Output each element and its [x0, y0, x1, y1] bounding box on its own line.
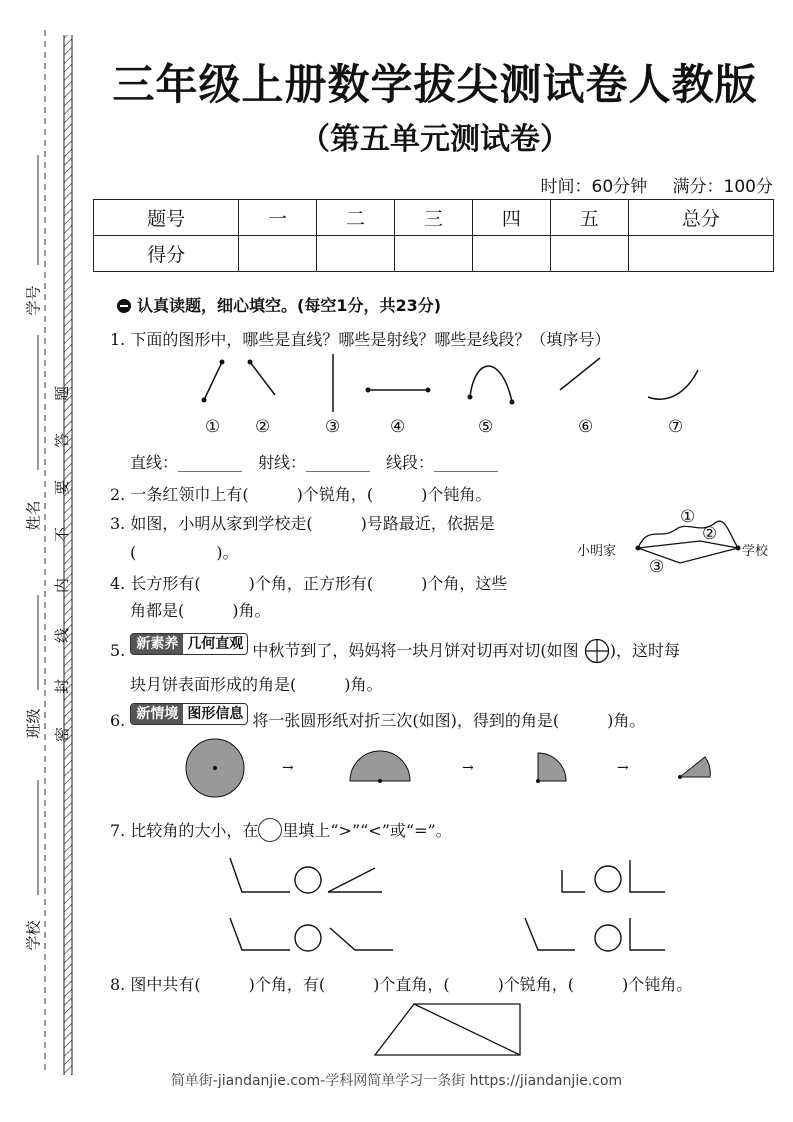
tag-secondary: 几何直观: [187, 636, 244, 652]
figure-7: [648, 370, 698, 399]
score-header-cell: 四: [472, 200, 550, 236]
score-table: [93, 199, 774, 272]
question-5-text-a: 中秋节到了，妈妈将一块月饼对切再对切(如图: [252, 641, 579, 660]
question-7-text-b: 里填上“>”“<”或“=”。: [282, 821, 452, 840]
eighth-circle-figure: [678, 757, 710, 779]
question-1-figures: [190, 350, 710, 418]
section-heading: [117, 293, 441, 316]
home-label: 小明家: [577, 544, 617, 559]
score-cell[interactable]: [239, 236, 317, 272]
question-4-text: 4. 长方形有( )个角，正方形有( )个角，这些: [110, 574, 508, 593]
angle-comparison-figures: [220, 850, 680, 960]
figure-label: ③: [325, 417, 341, 437]
question-3-text: 3. 如图，小明从家到学校走( )号路最近，依据是: [110, 514, 495, 533]
compare-circle: [595, 925, 621, 951]
full-circle-figure: [186, 739, 244, 797]
exam-info: [521, 172, 774, 197]
figure-label: ⑤: [478, 417, 494, 437]
question-2-text: 2. 一条红领巾上有( )个锐角，( )个钝角。: [110, 485, 492, 504]
question-7-text-a: 7. 比较角的大小，在: [110, 821, 259, 840]
question-1-answer-line[interactable]: 直线：________ 射线：________ 线段：________: [130, 453, 499, 472]
question-6-text: [110, 703, 645, 731]
page-subtitle: （第五单元测试卷）: [300, 122, 570, 157]
score-header-cell: 题号: [94, 200, 239, 236]
figure-2: [248, 360, 276, 396]
figure-1: [202, 360, 225, 403]
route-label-3: ③: [649, 557, 665, 577]
question-5-text-b: )，这时每: [609, 641, 680, 660]
question-3-text-line2: ( )。: [130, 543, 239, 562]
section-number-icon: [117, 299, 131, 313]
score-table-score-row: [94, 236, 774, 272]
figure-label: ①: [205, 417, 221, 437]
mooncake-icon: [584, 638, 610, 664]
score-header-cell: 五: [550, 200, 628, 236]
folding-figures: [180, 738, 720, 800]
seal-char: 线: [53, 627, 72, 644]
score-header-cell: 一: [239, 200, 317, 236]
question-number: 6.: [110, 711, 126, 730]
question-8-figure: [370, 1000, 525, 1060]
score-header-cell: 二: [317, 200, 395, 236]
tag-primary: 新素养: [131, 634, 183, 654]
angle-pair-4: [525, 918, 665, 951]
angle-pair-2: [562, 860, 665, 892]
compare-circle: [295, 867, 321, 893]
tag-secondary: 图形信息: [187, 706, 244, 722]
seal-char: 内: [53, 577, 72, 594]
compare-circle: [595, 866, 621, 892]
question-1-text: 1. 下面的图形中，哪些是直线？哪些是射线？哪些是线段？（填序号）: [110, 330, 611, 349]
school-label: 学校: [742, 544, 769, 559]
score-cell[interactable]: [628, 236, 773, 272]
question-5-text-line2: 块月饼表面形成的角是( )角。: [130, 675, 383, 694]
seal-char: 封: [53, 678, 72, 695]
sidebar-field-class: 班级: [24, 708, 43, 739]
score-header-cell: 三: [395, 200, 473, 236]
route-label-2: ②: [702, 524, 718, 544]
figure-label: ④: [390, 417, 406, 437]
question-7-text: [110, 818, 452, 842]
score-header-cell: 总分: [628, 200, 773, 236]
seal-char: 答: [53, 432, 72, 449]
tag-badge: [130, 703, 248, 725]
score-cell[interactable]: [550, 236, 628, 272]
tag-primary: 新情境: [131, 704, 183, 724]
compare-circle: [295, 925, 321, 951]
tag-badge: [130, 633, 248, 655]
hatched-strip: [64, 35, 72, 1075]
answer-circle-icon: [258, 818, 282, 842]
arrow-icon: →: [617, 760, 629, 776]
seal-char: 题: [53, 385, 72, 402]
sidebar-field-name: 姓名: [24, 500, 43, 531]
score-cell[interactable]: [472, 236, 550, 272]
sidebar-field-school: 学校: [24, 920, 43, 951]
figure-label: ⑥: [578, 417, 594, 437]
question-5-text: [110, 633, 680, 664]
figure-label: ⑦: [668, 417, 684, 437]
question-8-text: 8. 图中共有( )个角，有( )个直角，( )个锐角，( )个钝角。: [110, 975, 693, 994]
seal-char: 要: [53, 479, 72, 496]
score-table-header-row: [94, 200, 774, 236]
section-heading-text: 认真读题，细心填空。(每空1分，共23分): [137, 296, 442, 315]
score-row-label: 得分: [94, 236, 239, 272]
score-cell[interactable]: [317, 236, 395, 272]
page-title: 三年级上册数学拔尖测试卷人教版: [112, 60, 758, 109]
footer-watermark: 简单街-jiandanjie.com-学科网简单学习一条街 https://jiandanjie.com: [170, 1073, 623, 1089]
route-label-1: ①: [680, 507, 696, 527]
figure-label: ②: [255, 417, 271, 437]
angle-pair-1: [230, 858, 382, 893]
angle-pair-3: [230, 918, 393, 951]
seal-char: 密: [53, 726, 72, 743]
binding-margin: [0, 0, 90, 1122]
arrow-icon: →: [282, 760, 294, 776]
quarter-circle-figure: [536, 753, 566, 783]
arrow-icon: →: [462, 760, 474, 776]
sidebar-field-student-id: 学号: [24, 285, 43, 316]
time-limit: 时间：60分钟: [540, 177, 648, 197]
full-score: 满分：100分: [672, 177, 773, 197]
score-cell[interactable]: [395, 236, 473, 272]
seal-char: 不: [53, 526, 72, 543]
figure-6: [560, 358, 600, 390]
figure-5: [468, 366, 515, 404]
half-circle-figure: [350, 751, 410, 783]
figure-4: [366, 388, 431, 393]
question-number: 5.: [110, 641, 126, 660]
question-6-text-body: 将一张圆形纸对折三次(如图)，得到的角是( )角。: [252, 711, 646, 730]
question-4-text-line2: 角都是( )角。: [130, 601, 271, 620]
